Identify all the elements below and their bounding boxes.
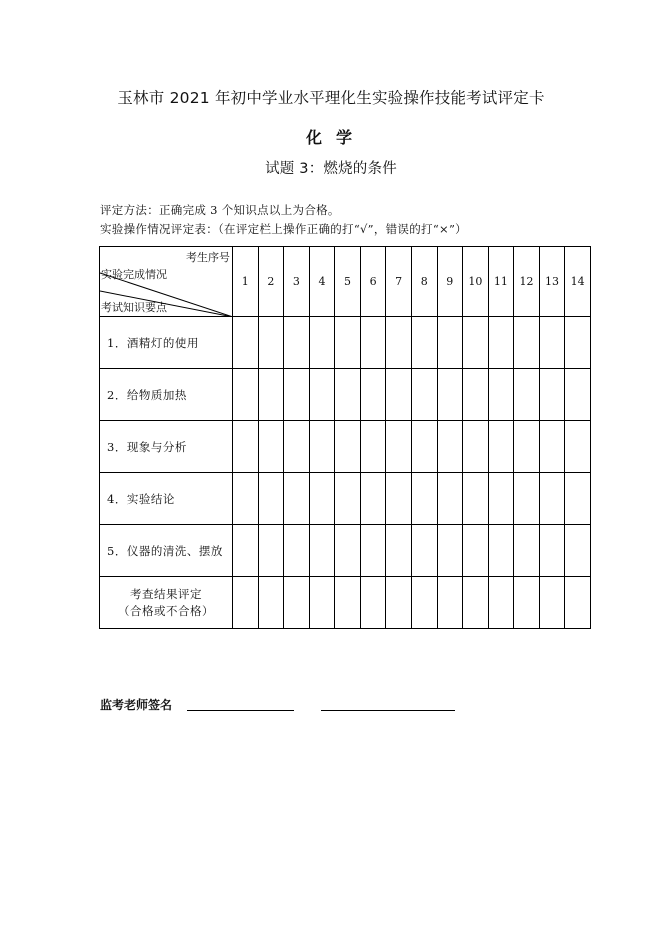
evaluation-method: 评定方法：正确完成 3 个知识点以上为合格。 bbox=[100, 203, 340, 217]
score-cell[interactable] bbox=[565, 317, 591, 369]
score-cell[interactable] bbox=[360, 473, 386, 525]
score-cell[interactable] bbox=[514, 525, 540, 577]
score-cell[interactable] bbox=[360, 525, 386, 577]
score-cell[interactable] bbox=[335, 421, 361, 473]
column-header: 14 bbox=[565, 247, 591, 317]
table-row bbox=[100, 369, 591, 421]
score-cell[interactable] bbox=[284, 317, 310, 369]
score-cell[interactable] bbox=[284, 369, 310, 421]
score-cell[interactable] bbox=[463, 369, 489, 421]
score-cell[interactable] bbox=[335, 473, 361, 525]
score-cell[interactable] bbox=[463, 421, 489, 473]
signature-line-1[interactable] bbox=[187, 710, 294, 711]
score-cell[interactable] bbox=[258, 369, 284, 421]
column-header: 11 bbox=[488, 247, 514, 317]
result-cell[interactable] bbox=[539, 577, 565, 629]
score-cell[interactable] bbox=[514, 369, 540, 421]
result-cell[interactable] bbox=[309, 577, 335, 629]
score-cell[interactable] bbox=[258, 421, 284, 473]
evaluation-table bbox=[99, 246, 591, 629]
score-cell[interactable] bbox=[411, 421, 437, 473]
result-label-line1: 考查结果评定 bbox=[130, 586, 202, 601]
table-row-result bbox=[100, 577, 591, 629]
column-header: 10 bbox=[463, 247, 489, 317]
result-cell[interactable] bbox=[284, 577, 310, 629]
score-cell[interactable] bbox=[284, 525, 310, 577]
corner-label-completion: 实验完成情况 bbox=[101, 268, 167, 281]
score-cell[interactable] bbox=[258, 317, 284, 369]
score-cell[interactable] bbox=[309, 525, 335, 577]
score-cell[interactable] bbox=[539, 421, 565, 473]
result-cell[interactable] bbox=[514, 577, 540, 629]
score-cell[interactable] bbox=[386, 421, 412, 473]
score-cell[interactable] bbox=[514, 421, 540, 473]
column-header: 4 bbox=[309, 247, 335, 317]
signature-line-2[interactable] bbox=[321, 710, 455, 711]
column-header: 3 bbox=[284, 247, 310, 317]
score-cell[interactable] bbox=[463, 525, 489, 577]
score-cell[interactable] bbox=[233, 473, 259, 525]
score-cell[interactable] bbox=[437, 317, 463, 369]
result-cell[interactable] bbox=[488, 577, 514, 629]
score-cell[interactable] bbox=[539, 525, 565, 577]
score-cell[interactable] bbox=[565, 473, 591, 525]
result-cell[interactable] bbox=[386, 577, 412, 629]
score-cell[interactable] bbox=[411, 317, 437, 369]
column-header: 2 bbox=[258, 247, 284, 317]
table-header-row bbox=[100, 247, 591, 317]
score-cell[interactable] bbox=[386, 317, 412, 369]
score-cell[interactable] bbox=[565, 369, 591, 421]
subject-heading: 化学 bbox=[305, 128, 366, 147]
column-header: 6 bbox=[360, 247, 386, 317]
signature-label: 监考老师签名 bbox=[100, 698, 173, 712]
score-cell[interactable] bbox=[233, 369, 259, 421]
row-label-result bbox=[100, 577, 233, 629]
score-cell[interactable] bbox=[386, 473, 412, 525]
score-cell[interactable] bbox=[360, 421, 386, 473]
score-cell[interactable] bbox=[258, 473, 284, 525]
table-instructions: 实验操作情况评定表：（在评定栏上操作正确的打“√”，错误的打“×”） bbox=[100, 222, 467, 236]
score-cell[interactable] bbox=[539, 473, 565, 525]
score-cell[interactable] bbox=[437, 473, 463, 525]
table-row bbox=[100, 421, 591, 473]
column-header: 7 bbox=[386, 247, 412, 317]
column-header: 5 bbox=[335, 247, 361, 317]
score-cell[interactable] bbox=[411, 473, 437, 525]
row-label-alcohol-lamp: 1．酒精灯的使用 bbox=[100, 317, 233, 369]
score-cell[interactable] bbox=[258, 525, 284, 577]
score-cell[interactable] bbox=[360, 317, 386, 369]
column-header: 12 bbox=[514, 247, 540, 317]
score-cell[interactable] bbox=[514, 473, 540, 525]
score-cell[interactable] bbox=[309, 369, 335, 421]
score-cell[interactable] bbox=[539, 369, 565, 421]
score-cell[interactable] bbox=[488, 473, 514, 525]
score-cell[interactable] bbox=[463, 317, 489, 369]
score-cell[interactable] bbox=[335, 369, 361, 421]
topic-heading: 试题 3：燃烧的条件 bbox=[265, 161, 397, 177]
score-cell[interactable] bbox=[360, 369, 386, 421]
score-cell[interactable] bbox=[488, 525, 514, 577]
result-cell[interactable] bbox=[258, 577, 284, 629]
table-row bbox=[100, 473, 591, 525]
page-title: 玉林市 2021 年初中学业水平理化生实验操作技能考试评定卡 bbox=[117, 89, 545, 107]
score-cell[interactable] bbox=[411, 369, 437, 421]
score-cell[interactable] bbox=[386, 369, 412, 421]
column-header: 1 bbox=[233, 247, 259, 317]
corner-header-cell bbox=[100, 247, 233, 317]
score-cell[interactable] bbox=[437, 421, 463, 473]
column-header: 9 bbox=[437, 247, 463, 317]
result-cell[interactable] bbox=[565, 577, 591, 629]
score-cell[interactable] bbox=[565, 421, 591, 473]
score-cell[interactable] bbox=[233, 525, 259, 577]
score-cell[interactable] bbox=[488, 369, 514, 421]
score-cell[interactable] bbox=[386, 525, 412, 577]
score-cell[interactable] bbox=[488, 421, 514, 473]
score-cell[interactable] bbox=[565, 525, 591, 577]
score-cell[interactable] bbox=[309, 473, 335, 525]
result-cell[interactable] bbox=[233, 577, 259, 629]
column-header: 13 bbox=[539, 247, 565, 317]
result-cell[interactable] bbox=[463, 577, 489, 629]
score-cell[interactable] bbox=[335, 317, 361, 369]
row-label-heating: 2．给物质加热 bbox=[100, 369, 233, 421]
table-row bbox=[100, 525, 591, 577]
row-label-cleaning: 5．仪器的清洗、摆放 bbox=[100, 525, 233, 577]
score-cell[interactable] bbox=[284, 473, 310, 525]
score-cell[interactable] bbox=[233, 421, 259, 473]
score-cell[interactable] bbox=[437, 369, 463, 421]
corner-label-student-number: 考生序号 bbox=[186, 251, 230, 264]
column-header: 8 bbox=[411, 247, 437, 317]
result-label-line2: （合格或不合格） bbox=[118, 603, 214, 618]
score-cell[interactable] bbox=[514, 317, 540, 369]
corner-label-knowledge-points: 考试知识要点 bbox=[101, 301, 167, 314]
score-cell[interactable] bbox=[284, 421, 310, 473]
score-cell[interactable] bbox=[335, 525, 361, 577]
score-cell[interactable] bbox=[411, 525, 437, 577]
score-cell[interactable] bbox=[463, 473, 489, 525]
score-cell[interactable] bbox=[539, 317, 565, 369]
result-cell[interactable] bbox=[335, 577, 361, 629]
score-cell[interactable] bbox=[233, 317, 259, 369]
result-cell[interactable] bbox=[411, 577, 437, 629]
score-cell[interactable] bbox=[309, 421, 335, 473]
row-label-phenomenon: 3．现象与分析 bbox=[100, 421, 233, 473]
score-cell[interactable] bbox=[309, 317, 335, 369]
result-cell[interactable] bbox=[437, 577, 463, 629]
score-cell[interactable] bbox=[437, 525, 463, 577]
score-cell[interactable] bbox=[488, 317, 514, 369]
table-row bbox=[100, 317, 591, 369]
row-label-conclusion: 4．实验结论 bbox=[100, 473, 233, 525]
result-cell[interactable] bbox=[360, 577, 386, 629]
